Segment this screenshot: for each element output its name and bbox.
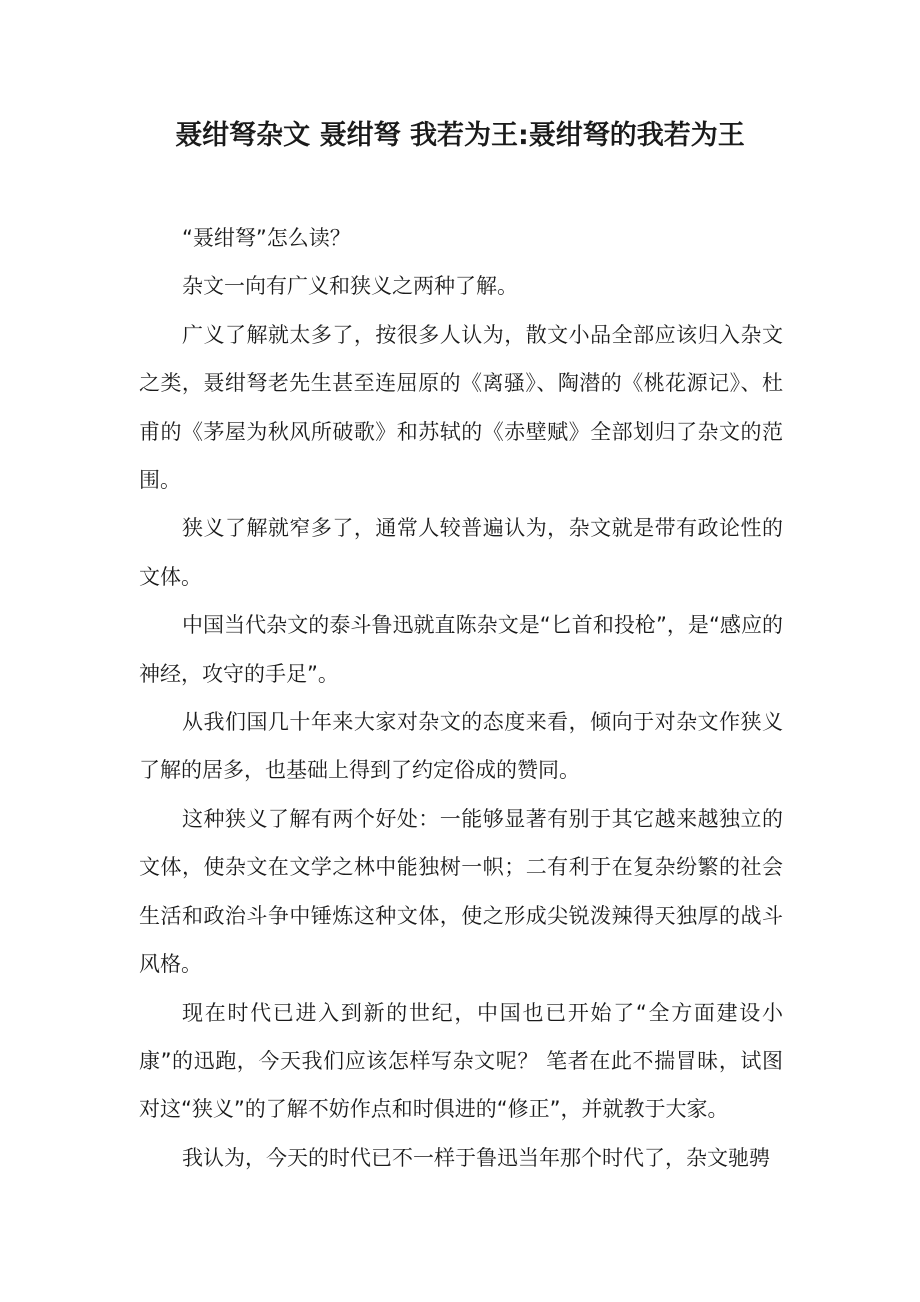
paragraph-narrow-understanding: 狭义了解就窄多了，通常人较普遍认为，杂文就是带有政论性的文体。 [139,516,783,589]
document-title: 聂绀弩杂文 聂绀弩 我若为王:聂绀弩的我若为王 [175,120,745,151]
paragraph-broad-understanding: 广义了解就太多了，按很多人认为，散文小品全部应该归入杂文之类，聂绀弩老先生甚至连屈原的《离骚》、陶潜的《桃花源记》、杜甫的《茅屋为秋风所破歌》和苏轼的《赤壁赋》全部划归了杂文的范围。 [139,322,783,493]
document-body [139,214,783,1182]
paragraph-my-view: 我认为，今天的时代已不一样于鲁迅当年那个时代了，杂文驰骋 [182,1145,770,1170]
paragraph-two-benefits: 这种狭义了解有两个好处：一能够显著有别于其它越来越独立的文体，使杂文在文学之林中能独树一帜；二有利于在复杂纷繁的社会生活和政治斗争中锤炼这种文体，使之形成尖锐泼辣得天独厚的战斗风格。 [139,806,783,977]
paragraph-two-understandings: 杂文一向有广义和狭义之两种了解。 [182,274,518,299]
paragraph-pronunciation-question: “聂绀弩”怎么读？ [182,226,351,250]
paragraph-new-century: 现在时代已进入到新的世纪，中国也已开始了“全方面建设小康”的迅跑，今天我们应该怎样写杂文呢？ 笔者在此不揣冒昧，试图对这“狭义”的了解不妨作点和时俱进的“修正”，并就教于大家。 [139,1000,783,1122]
paragraph-lu-xun-quote: 中国当代杂文的泰斗鲁迅就直陈杂文是“匕首和投枪”，是“感应的神经，攻守的手足”。 [139,613,783,686]
paragraph-decades-attitude: 从我们国几十年来大家对杂文的态度来看，倾向于对杂文作狭义了解的居多，也基础上得到了约定俗成的赞同。 [139,710,783,783]
